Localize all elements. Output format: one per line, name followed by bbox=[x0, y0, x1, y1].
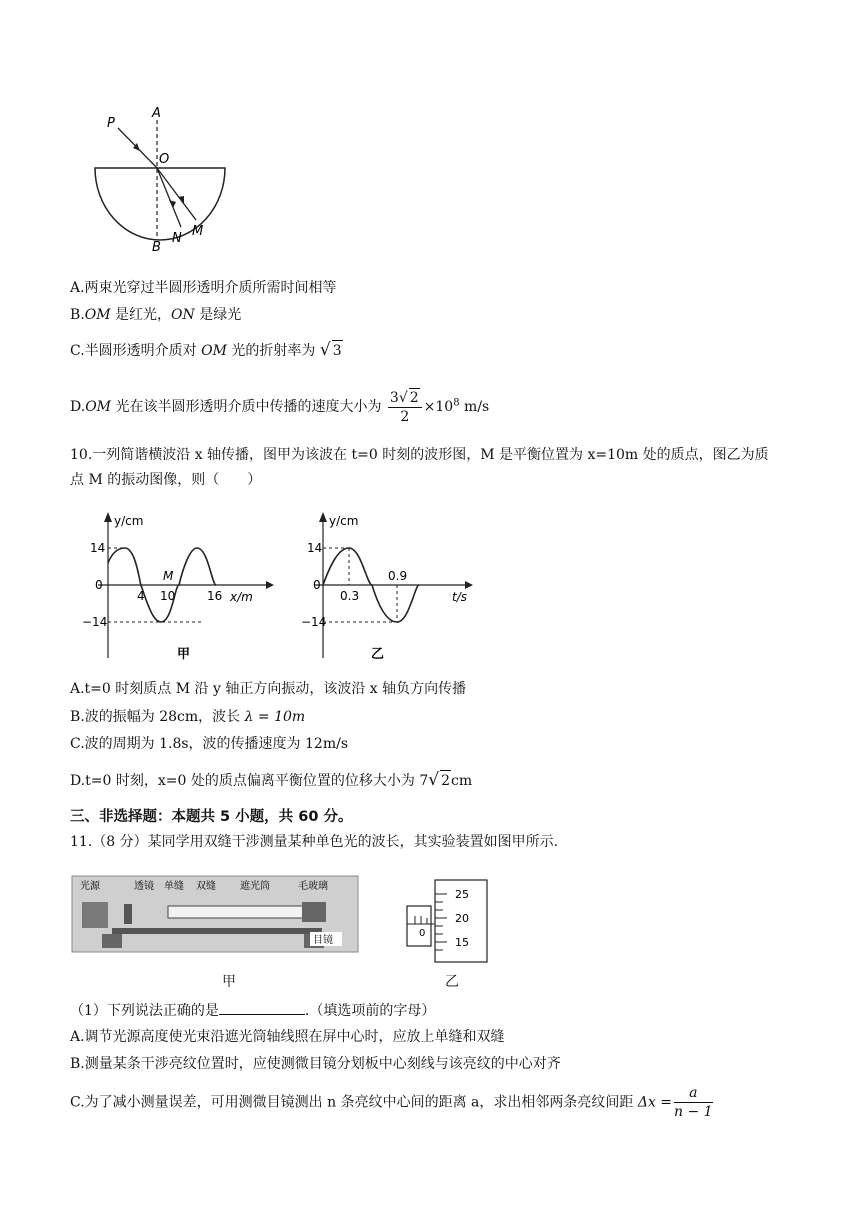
light-source-icon bbox=[82, 902, 108, 928]
apparatus-label-double-slit: 双缝 bbox=[196, 881, 216, 892]
q9-d-prefix: D. bbox=[70, 399, 86, 415]
q9-c-sqrt-arg: 3 bbox=[332, 340, 343, 361]
label-N: N bbox=[172, 231, 182, 246]
label-M: M bbox=[192, 224, 204, 239]
section-3-heading: 三、非选择题：本题共 5 小题，共 60 分。 bbox=[70, 809, 353, 825]
q11-sub1-answer-blank[interactable] bbox=[219, 1000, 305, 1015]
apparatus-photo bbox=[72, 876, 358, 960]
label-A: A bbox=[152, 106, 161, 121]
semicircle-refraction-figure bbox=[70, 108, 260, 258]
jia-xlabel: x/m bbox=[230, 590, 253, 604]
q11-option-b: B.测量某条干涉亮纹位置时，应使测微目镜分划板中心刻线与该亮纹的中心对齐 bbox=[70, 1056, 561, 1072]
vibration-graph-yi bbox=[301, 508, 490, 668]
label-P: P bbox=[107, 116, 115, 131]
tube-icon bbox=[168, 906, 318, 918]
q11-c-prefix: C.为了减小测量误差，可用测微目镜测出 n 条亮纹中心间的距离 a，求出相邻两条亮纹间距 bbox=[70, 1094, 638, 1111]
jia-tick-16: 16 bbox=[207, 589, 223, 603]
q9-b-prefix: B. bbox=[70, 307, 85, 323]
lens-icon bbox=[124, 904, 132, 924]
q9-d-num-sqrt: √ bbox=[398, 390, 408, 406]
q9-d-unit: m/s bbox=[459, 399, 490, 415]
micrometer-tick-20: 20 bbox=[455, 912, 469, 925]
q9-b-om: OM bbox=[84, 307, 111, 323]
q11-option-c bbox=[70, 1084, 715, 1121]
jia-tick-10: 10 bbox=[160, 589, 176, 603]
q11-c-fraction bbox=[674, 1084, 713, 1121]
label-B: B bbox=[152, 240, 161, 255]
q9-c-sqrt-symbol: √ bbox=[319, 340, 331, 360]
q10-d-sqrt-arg: 2 bbox=[440, 770, 451, 791]
q9-d-den: 2 bbox=[400, 409, 410, 425]
q9-option-d bbox=[70, 388, 489, 426]
refracted-ray-n bbox=[157, 168, 181, 227]
q10-d-prefix: D.t=0 时刻，x=0 处的质点偏离平衡位置的位移大小为 bbox=[70, 773, 420, 789]
yi-ylabel: y/cm bbox=[329, 514, 359, 528]
q9-d-mid: 光在该半圆形透明介质中传播的速度大小为 bbox=[111, 399, 386, 415]
q10-stem-line2: 点 M 的振动图像，则（ ） bbox=[70, 472, 262, 488]
micrometer-figure bbox=[405, 876, 495, 966]
jia-tick-neg14: −14 bbox=[82, 615, 108, 629]
wave-graph-jia bbox=[80, 508, 280, 668]
q9-d-om: OM bbox=[85, 399, 111, 415]
q9-d-num-coef: 3 bbox=[389, 390, 399, 406]
yi-origin: 0 bbox=[313, 578, 321, 592]
q9-c-mid: 光的折射率为 bbox=[226, 343, 320, 359]
micrometer-tick-15: 15 bbox=[455, 936, 469, 949]
q10-d-unit: cm bbox=[451, 773, 473, 789]
apparatus-label-light-source: 光源 bbox=[80, 881, 100, 892]
q10-d-sqrt-symbol: √ bbox=[428, 770, 440, 790]
q9-b-suffix: 是绿光 bbox=[194, 307, 242, 323]
jia-ylabel: y/cm bbox=[114, 514, 144, 528]
q9-option-c bbox=[70, 340, 343, 361]
q9-b-mid: 是红光， bbox=[110, 307, 172, 323]
q11-sub1-suffix: .（填选项前的字母） bbox=[304, 1003, 436, 1019]
q11-sub1 bbox=[70, 1000, 435, 1021]
semicircle-medium bbox=[95, 168, 225, 240]
q10-d-coef: 7 bbox=[419, 773, 429, 789]
apparatus-rail bbox=[112, 928, 322, 934]
jia-caption: 甲 bbox=[177, 647, 191, 662]
q9-d-fraction bbox=[388, 388, 422, 426]
q10-option-a: A.t=0 时刻质点 M 沿 y 轴正方向振动，该波沿 x 轴负方向传播 bbox=[70, 681, 467, 697]
label-O: O bbox=[159, 152, 170, 167]
q11-option-a: A.调节光源高度使光束沿遮光筒轴线照在屏中心时，应放上单缝和双缝 bbox=[70, 1029, 505, 1045]
refracted-ray-m bbox=[157, 168, 196, 220]
q11-c-den: n − 1 bbox=[674, 1104, 713, 1120]
q11-stem: 11.（8 分）某同学用双缝干涉测量某种单色光的波长，其实验装置如图甲所示. bbox=[70, 834, 559, 850]
apparatus-label-frosted-glass: 毛玻璃 bbox=[298, 881, 328, 892]
yi-tick-09: 0.9 bbox=[388, 569, 408, 583]
yi-tick-neg14: −14 bbox=[301, 615, 327, 629]
q11-c-num: a bbox=[674, 1084, 713, 1103]
q11-c-lhs: Δx = bbox=[637, 1094, 673, 1111]
apparatus-label-tube: 遮光筒 bbox=[240, 881, 270, 892]
q9-c-prefix: C.半圆形透明介质对 bbox=[70, 343, 202, 359]
micrometer-tick-25: 25 bbox=[455, 888, 469, 901]
micrometer-zero: 0 bbox=[419, 928, 426, 939]
yi-caption: 乙 bbox=[371, 647, 385, 662]
q9-d-exp: 8 bbox=[453, 397, 460, 409]
q10-stem-line1: 10.一列简谐横波沿 x 轴传播，图甲为该波在 t=0 时刻的波形图，M 是平衡位置为 x=10m 处的质点，图乙为质 bbox=[70, 447, 769, 463]
q10-b-prefix: B.波的振幅为 28cm，波长 bbox=[70, 709, 245, 725]
q9-d-num-arg: 2 bbox=[409, 390, 419, 406]
q11-sub1-prefix: （1）下列说法正确的是 bbox=[70, 1003, 219, 1019]
yi-tick-03: 0.3 bbox=[340, 589, 360, 603]
apparatus-label-eyepiece: 目镜 bbox=[313, 935, 333, 946]
jia-tick-4: 4 bbox=[137, 589, 145, 603]
yi-xlabel: t/s bbox=[452, 590, 467, 604]
jia-point-m: M bbox=[163, 569, 174, 583]
q10-b-lambda: λ = 10m bbox=[244, 709, 306, 725]
jia-tick-14: 14 bbox=[90, 541, 106, 555]
q9-d-times: ×10 bbox=[423, 399, 454, 415]
yi-tick-14: 14 bbox=[307, 541, 323, 555]
caption-yi: 乙 bbox=[445, 974, 459, 990]
q10-option-b bbox=[70, 707, 305, 727]
caption-jia: 甲 bbox=[222, 974, 236, 990]
jia-origin: 0 bbox=[95, 578, 103, 592]
q9-c-om: OM bbox=[201, 343, 227, 359]
q9-option-a: A.两束光穿过半圆形透明介质所需时间相等 bbox=[70, 280, 337, 296]
q10-option-c: C.波的周期为 1.8s，波的传播速度为 12m/s bbox=[70, 736, 349, 752]
q10-option-d bbox=[70, 770, 472, 791]
apparatus-label-lens: 透镜 bbox=[134, 881, 154, 892]
q9-option-b bbox=[70, 305, 241, 325]
q9-b-on: ON bbox=[171, 307, 195, 323]
apparatus-label-single-slit: 单缝 bbox=[164, 881, 184, 892]
